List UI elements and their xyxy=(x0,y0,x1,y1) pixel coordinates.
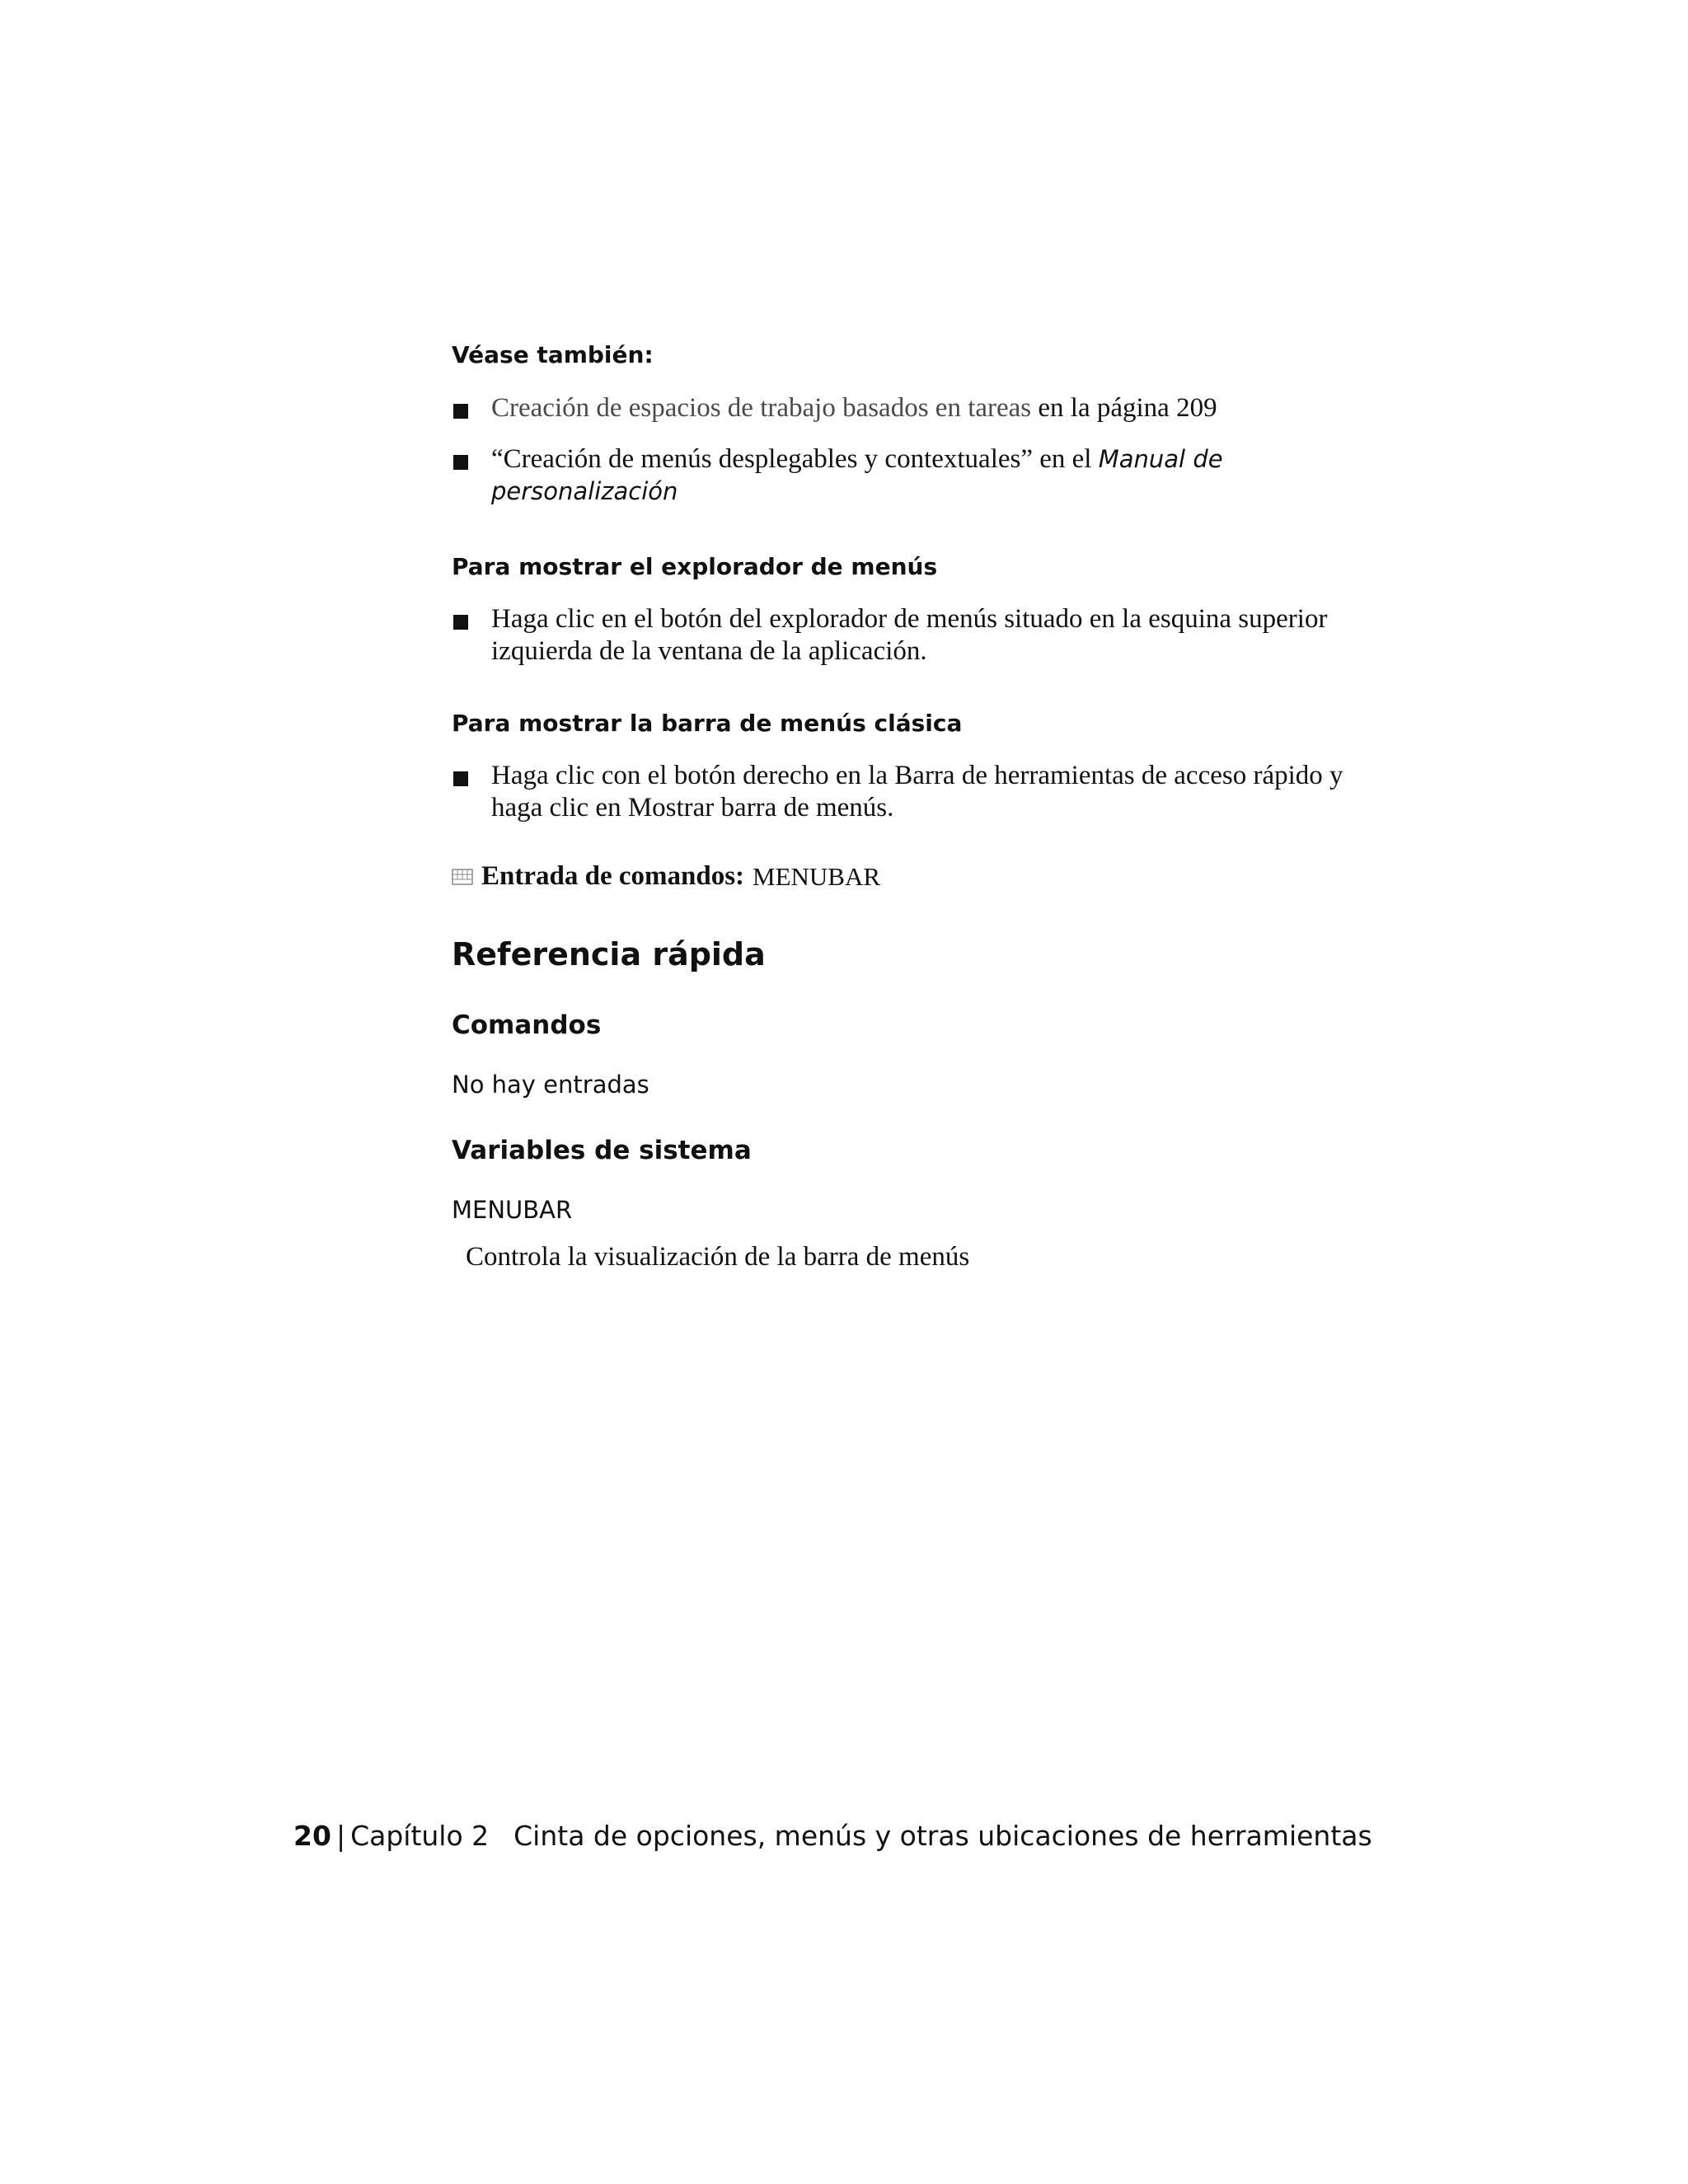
keyboard-icon xyxy=(452,869,473,885)
see-also-text: “Creación de menús desplegables y contextuales” en el xyxy=(491,444,1099,474)
procedure-step-text: Haga clic con el botón derecho en la Barra de herramientas de acceso rápido y haga clic en Mostrar barra de menús. xyxy=(491,761,1343,823)
sysvar-description: Controla la visualización de la barra de menús xyxy=(466,1242,970,1272)
command-entry xyxy=(452,861,880,892)
bullet-square-icon xyxy=(453,615,468,630)
procedure-step xyxy=(452,760,1358,824)
commands-text: No hay entradas xyxy=(452,1071,649,1099)
chapter-title: Cinta de opciones, menús y otras ubicaciones de herramientas xyxy=(513,1820,1372,1852)
page-number: 20 xyxy=(293,1820,331,1852)
footer-separator: | xyxy=(335,1820,346,1852)
see-also-heading: Véase también: xyxy=(452,341,654,368)
sysvar-name: MENUBAR xyxy=(452,1196,573,1224)
procedure-step-text: Haga clic en el botón del explorador de menús situado en la esquina superior izquierda de la ventana de la aplicación. xyxy=(491,604,1328,666)
procedure-heading: Para mostrar la barra de menús clásica xyxy=(452,710,963,737)
see-also-item xyxy=(452,443,1358,508)
bullet-square-icon xyxy=(453,455,468,470)
procedure-heading: Para mostrar el explorador de menús xyxy=(452,553,938,580)
page-footer xyxy=(293,1820,1372,1852)
see-also-item xyxy=(452,392,1358,424)
chapter-label: Capítulo 2 xyxy=(350,1820,490,1852)
command-entry-value: MENUBAR xyxy=(753,861,881,891)
procedure-step xyxy=(452,603,1358,668)
section-title: Referencia rápida xyxy=(452,936,766,972)
see-also-link[interactable]: Creación de espacios de trabajo basados en tareas xyxy=(491,393,1032,423)
bullet-square-icon xyxy=(453,771,468,786)
sysvars-heading: Variables de sistema xyxy=(452,1136,752,1165)
bullet-square-icon xyxy=(453,404,468,419)
page-reference: en la página 209 xyxy=(1031,393,1217,423)
manual-title: Manual de personalización xyxy=(491,445,1223,505)
command-entry-label: Entrada de comandos: xyxy=(481,861,745,891)
commands-heading: Comandos xyxy=(452,1010,602,1040)
